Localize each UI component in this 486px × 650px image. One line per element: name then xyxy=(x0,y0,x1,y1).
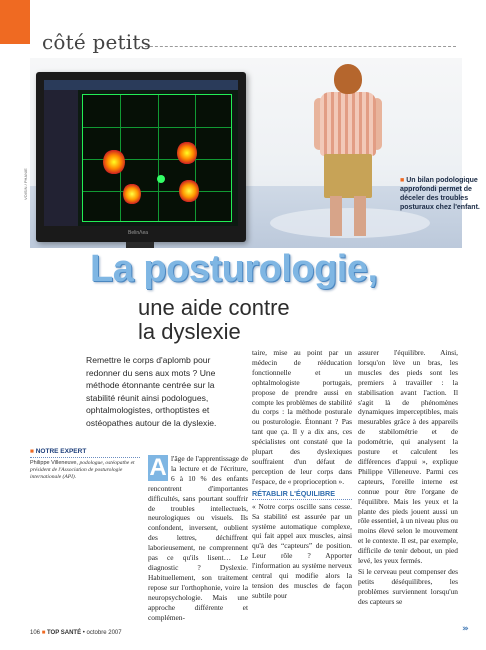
column-2-paragraph-2: « Notre corps oscille sans cesse. Sa stabilité est assurée par un système automatique complexe, qui fait appel aux muscles, ainsi qu'à des “capteurs” de position. Leur rôle ? Apporter l'information au système nerveux central qui modifie alors la tension des muscles de façon subtile pour xyxy=(252,501,352,600)
article-subtitle xyxy=(138,296,290,344)
article-column-2 xyxy=(252,348,352,601)
computer-monitor xyxy=(36,72,246,242)
expert-box xyxy=(30,448,140,481)
magazine-name: TOP SANTÉ xyxy=(46,630,82,636)
expert-heading: ■ NOTRE EXPERT xyxy=(30,448,140,458)
article-lead: Remettre le corps d'aplomb pour redonner du sens aux mots ? Une méthode étonnante centrée sur la stabilité réunit ainsi podologues, ophtalmologistes, orthoptistes et ostéopathes autour de la dyslexie. xyxy=(86,355,217,428)
monitor-brand: BelinΛea xyxy=(128,230,149,236)
page-footer xyxy=(30,630,122,636)
section-color-tab xyxy=(0,0,30,44)
child-figure xyxy=(306,58,396,248)
article-title: La posturologie, xyxy=(90,248,378,290)
section-label: côté petits xyxy=(42,30,152,54)
article-column-1 xyxy=(148,454,248,622)
expert-name: Philippe Villeneuve, xyxy=(30,460,78,466)
expert-description xyxy=(30,460,140,481)
column-3-paragraph-2: Si le cerveau peut compenser des petits déséquilibres, les problèmes surviennent lorsqu'un des capteurs se xyxy=(358,566,458,606)
article-column-3 xyxy=(358,348,458,607)
section-subheading: RÉTABLIR L'ÉQUILIBRE xyxy=(252,489,352,500)
subtitle-line-2: la dyslexie xyxy=(138,319,241,344)
expert-bullet-icon: ■ xyxy=(30,448,36,455)
pressure-map xyxy=(82,94,232,222)
article-photo xyxy=(30,58,462,248)
column-1-text: l'âge de l'apprentissage de la lecture et de l'écriture, 6 à 10 % des enfants rencontrent d'importantes difficultés, sans pourtant souffrir de troubles intellectuels, neurologiques ou visuels. Ils confondent, inversent, oublient des lettres, déchiffrent laborieusement, ne comprennent pas ce qu'ils lisent… Le diagnostic ? Dyslexie. Habituellement, son traitement repose sur l'orthophonie, voire la neuropsychologie. Mais une approche différente et complémen- xyxy=(148,454,248,622)
caption-text: Un bilan podologique approfondi permet de déceler des troubles posturaux chez l'enfant. xyxy=(400,177,480,211)
page-number: 106 xyxy=(30,630,41,636)
caption-bullet-icon: ■ xyxy=(400,177,405,184)
footer-bullet-icon: ■ xyxy=(41,630,46,636)
subtitle-line-1: une aide contre xyxy=(138,295,290,320)
monitor-screen xyxy=(44,80,238,226)
photo-credit: VOISIN / PHANIE xyxy=(23,168,28,200)
section-divider xyxy=(140,46,456,47)
continue-arrow-icon: ››› xyxy=(462,624,467,634)
column-2-paragraph-1: taire, mise au point par un médecin de rééducation fonctionnelle et un ophtalmologiste portugais, propose de prendre aussi en compte les problèmes de stabilité du corps : la méthode posturale ou posturologie. Étonnant ? Pas tant que ça. Il y a dix ans, ces spécialistes ont constaté que la plupart des dyslexiques souffraient d'un défaut de perception de leur corps dans l'espace, de « proprioception ». xyxy=(252,348,352,486)
photo-caption xyxy=(400,176,484,212)
expert-role: podologue, ostéopathe et président de l'Association de posturologie internationale (API). xyxy=(30,460,135,480)
drop-cap: A xyxy=(149,454,167,481)
column-3-paragraph-1: assurer l'équilibre. Ainsi, lorsqu'on lève un bras, les muscles des pieds sont les premiers à travailler : la stabilisation avant l'action. Il s'agit là de phénomènes dynamiques imperceptibles, mais mesurables grâce à des appareils de stabilométrie et de podométrie, qui analysent la posture et calculent les différences d'appui », explique Philippe Villeneuve. Parmi ces capteurs, l'oreille interne est connue pour être l'organe de l'équilibre. Mais les yeux et la plante des pieds jouent aussi un rôle essentiel, à un niveau plus ou moins élevé selon le mouvement et le contexte. Il est, par exemple, difficile de tenir debout, un pied levé, les yeux fermés. xyxy=(358,348,458,566)
issue-date: • octobre 2007 xyxy=(82,630,122,636)
